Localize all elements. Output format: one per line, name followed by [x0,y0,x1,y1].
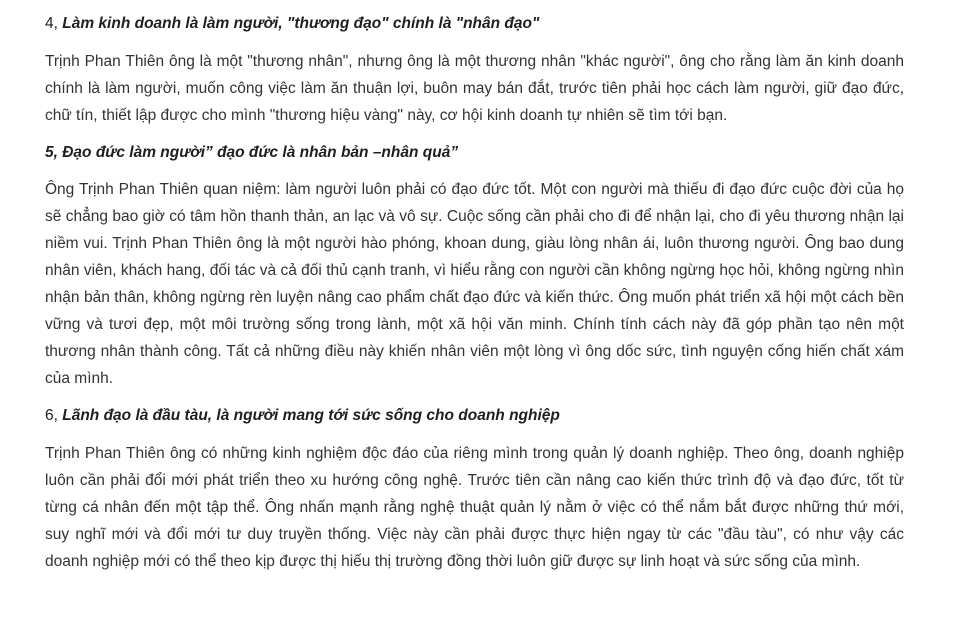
section-heading [45,12,904,36]
section-heading [45,141,904,165]
section-title: Làm kinh doanh là làm người, "thương đạo" chính là "nhân đạo" [62,15,540,32]
section-number: 6, [45,407,58,424]
section-heading [45,404,904,428]
section-paragraph: Trịnh Phan Thiên ông có những kinh nghiệm độc đáo của riêng mình trong quản lý doanh nghiệp. Theo ông, doanh nghiệp luôn cần phải đổi mới phát triển theo xu hướng công nghệ. Trước tiên cần nâng cao kiến thức trình độ và đạo đức, tốt từ từng cá nhân đến một tập thể. Ông nhấn mạnh rằng nghệ thuật quản lý nằm ở việc có thể nắm bắt được những thứ mới, suy nghĩ mới và đổi mới tư duy truyền thống. Việc này cần phải được thực hiện ngay từ các "đầu tàu", có như vậy các doanh nghiệp mới có thể theo kịp được thị hiếu thị trường đồng thời luôn giữ được sự linh hoạt và sức sống của mình. [45,445,904,570]
section-paragraph: Ông Trịnh Phan Thiên quan niệm: làm người luôn phải có đạo đức tốt. Một con người mà thiếu đi đạo đức cuộc đời của họ sẽ chẳng bao giờ có tâm hồn thanh thản, an lạc và vô sự. Cuộc sống cần phải cho đi để nhận lại, cho đi yêu thương nhận lại niềm vui. Trịnh Phan Thiên ông là một người hào phóng, khoan dung, giàu lòng nhân ái, luôn thương người. Ông bao dung nhân viên, khách hang, đối tác và cả đối thủ cạnh tranh, vì hiểu rằng con người cần không ngừng học hỏi, không ngừng nhìn nhận bản thân, không ngừng rèn luyện nâng cao phẩm chất đạo đức và kiến thức. Ông muốn phát triển xã hội một cách bền vững và tươi đẹp, một môi trường sống trong lành, một xã hội văn minh. Chính tính cách này đã góp phần tạo nên một thương nhân thành công. Tất cả những điều này khiến nhân viên một lòng vì ông dốc sức, tình nguyện cống hiến chất xám của mình. [45,181,904,387]
section-title: 5, Đạo đức làm người” đạo đức là nhân bản –nhân quả” [45,144,459,161]
section-paragraph: Trịnh Phan Thiên ông là một "thương nhân", nhưng ông là một thương nhân "khác người", ông cho rằng làm ăn kinh doanh chính là làm người, muốn công việc làm ăn thuận lợi, buôn may bán đắt, trước tiên phải học cách làm người, giữ đạo đức, chữ tín, thiết lập được cho mình "thương hiệu vàng" này, cơ hội kinh doanh tự nhiên sẽ tìm tới bạn. [45,53,904,124]
section-title: Lãnh đạo là đầu tàu, là người mang tới sức sống cho doanh nghiệp [62,407,560,424]
section-number: 4, [45,15,58,32]
